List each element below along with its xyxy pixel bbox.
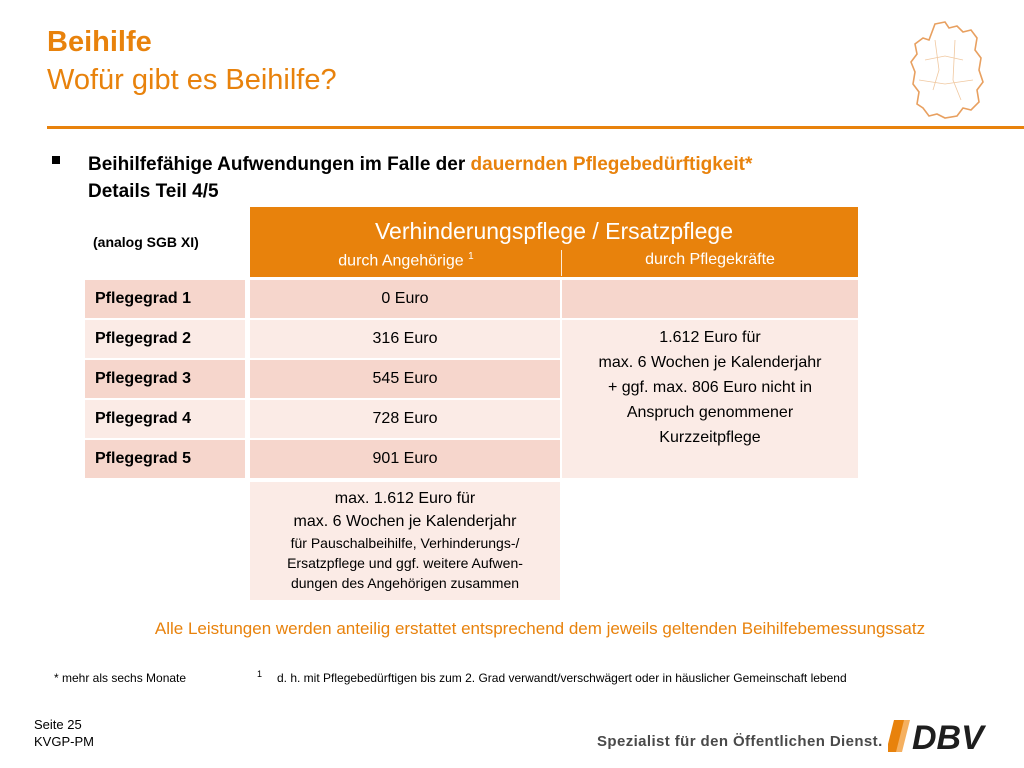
table-row-grade: Pflegegrad 5 [85,440,245,478]
bullet-highlight: dauernden Pflegebedürftigkeit* [470,154,753,175]
table-cell-empty [562,280,858,318]
caregivers-benefit-text [562,325,858,450]
reimbursement-note: Alle Leistungen werden anteilig erstattet entsprechend dem jeweils geltenden Beihilfebemessungssatz [154,619,926,638]
dbv-logo [888,716,1006,756]
total-detail-line: dungen des Angehörigen zusammen [290,575,520,591]
bullet-text [88,151,752,205]
table-cell-value: 316 Euro [250,320,560,358]
table-cell-value: 0 Euro [250,280,560,318]
total-detail-line: für Pauschalbeihilfe, Verhinderungs-/ [290,535,520,551]
document-code: KVGP-PM [34,734,94,749]
analog-label: (analog SGB XI) [93,234,199,250]
total-benefit-text [250,487,560,593]
column-header-footnote-marker: 1 [468,251,474,262]
caregivers-line: Anspruch genommener [626,404,794,421]
total-detail-line: Ersatzpflege und ggf. weitere Aufwen- [287,555,523,571]
caregivers-line: + ggf. max. 806 Euro nicht in [607,379,813,396]
germany-map-icon [905,20,987,122]
table-row-grade: Pflegegrad 4 [85,400,245,438]
table-cell-value: 728 Euro [250,400,560,438]
table-cell-value: 545 Euro [250,360,560,398]
page-info [34,716,94,750]
table-row-grade: Pflegegrad 1 [85,280,245,318]
bullet-details: Details Teil 4/5 [88,181,219,202]
caregivers-line: max. 6 Wochen je Kalenderjahr [598,354,822,371]
total-line: max. 1.612 Euro für [334,490,476,507]
footnote-star: * mehr als sechs Monate [54,671,187,685]
column-header-caregivers: durch Pflegekräfte [645,251,775,268]
page-number: Seite 25 [34,717,82,732]
bullet-square-icon [52,156,60,164]
table-row-grade: Pflegegrad 2 [85,320,245,358]
header-divider [47,126,1024,129]
caregivers-line: Kurzzeitpflege [659,429,761,446]
table-header-title: Verhinderungspflege / Ersatzpflege [374,218,734,244]
page-title: Beihilfe [47,26,152,58]
column-header-relatives-label: durch Angehörige [338,252,464,270]
company-slogan: Spezialist für den Öffentlichen Dienst. [597,733,883,750]
footnote-marker: 1 [257,669,263,679]
bullet-text-main: Beihilfefähige Aufwendungen im Falle der [88,154,471,175]
caregivers-line: 1.612 Euro für [659,329,761,346]
logo-text: DBV [912,719,984,756]
table-row-grade: Pflegegrad 3 [85,360,245,398]
total-line: max. 6 Wochen je Kalenderjahr [293,513,517,530]
table-cell-value: 901 Euro [250,440,560,478]
page-subtitle: Wofür gibt es Beihilfe? [47,64,337,96]
column-header-relatives [250,251,562,270]
footnote-one: d. h. mit Pflegebedürftigen bis zum 2. Grad verwandt/verschwägert oder in häuslicher Gemeinschaft lebend [277,671,847,685]
